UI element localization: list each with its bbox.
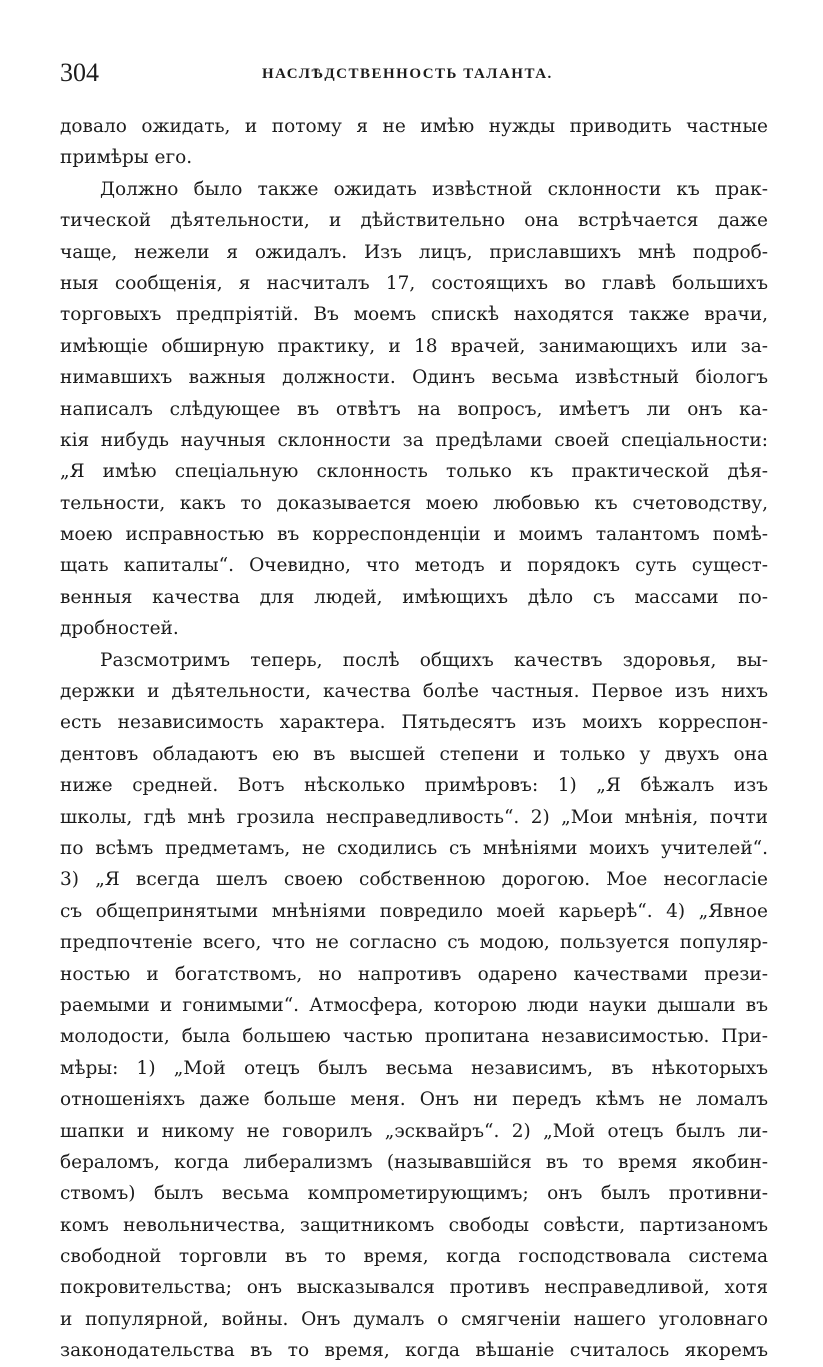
body-text [60, 111, 768, 1367]
text-line: и популярной, войны. Онъ думалъ о смягченіи нашего уголовнаго [60, 1308, 768, 1330]
text-line: торговыхъ предпріятій. Въ моемъ спискѣ находятся также врачи, [60, 304, 768, 326]
text-line: бераломъ, когда либерализмъ (называвшійся въ то время якобин- [60, 1151, 768, 1173]
text-line: кія нибудь научныя склонности за предѣлами своей спеціальности: [60, 429, 768, 451]
text-line: шапки и никому не говорилъ „эсквайръ“. 2) „Мой отецъ былъ ли- [60, 1120, 768, 1142]
text-line: чаще, нежели я ожидалъ. Изъ лицъ, приславшихъ мнѣ подроб- [60, 241, 768, 263]
page-header [60, 58, 768, 88]
text-line: отношеніяхъ даже больше меня. Онъ ни передъ кѣмъ не ломалъ [60, 1089, 768, 1111]
text-line: тельности, какъ то доказывается моею любовью къ счетоводству, [60, 492, 768, 514]
text-line: законодательства въ то время, когда вѣшаніе считалось якоремъ [60, 1340, 768, 1362]
text-line: написалъ слѣдующее въ отвѣтъ на вопросъ, имѣетъ ли онъ ка- [60, 398, 768, 420]
text-line: венныя качества для людей, имѣющихъ дѣло съ массами по- [60, 586, 768, 608]
text-line: Должно было также ожидать извѣстной склонности къ прак- [100, 178, 768, 200]
text-line: ствомъ) былъ весьма компрометирующимъ; онъ былъ противни- [60, 1183, 768, 1205]
text-line: щать капиталы“. Очевидно, что методъ и порядокъ суть сущест- [60, 555, 768, 577]
text-line: имѣющіе обширную практику, и 18 врачей, занимающихъ или за- [60, 335, 768, 357]
text-line: Разсмотримъ теперь, послѣ общихъ качествъ здоровья, вы- [100, 649, 768, 671]
text-line: раемыми и гонимыми“. Атмосфера, которою люди науки дышали въ [60, 994, 768, 1016]
text-line: молодости, была большею частью пропитана независимостью. При- [60, 1026, 768, 1048]
text-line: ныя сообщенія, я насчиталъ 17, состоящихъ во главѣ большихъ [60, 272, 768, 294]
text-line: держки и дѣятельности, качества болѣе частныя. Первое изъ нихъ [60, 681, 768, 703]
text-line: ниже средней. Вотъ нѣсколько примѣровъ: 1) „Я бѣжалъ изъ [60, 775, 768, 797]
text-line: примѣры его. [60, 147, 193, 169]
text-line: школы, гдѣ мнѣ грозила несправедливость“. 2) „Мои мнѣнія, почти [60, 806, 768, 828]
page-number: 304 [60, 58, 99, 87]
text-line: моею исправностью въ корреспонденціи и моимъ талантомъ помѣ- [60, 524, 768, 546]
running-title: НАСЛѢДСТВЕННОСТЬ ТАЛАНТА. [262, 66, 553, 82]
text-line: есть независимость характера. Пятьдесятъ изъ моихъ корреспон- [60, 712, 768, 734]
text-line: довало ожидать, и потому я не имѣю нужды приводить частные [60, 116, 768, 137]
text-line: дробностей. [60, 618, 179, 640]
text-line: 3) „Я всегда шелъ своею собственною дорогою. Мое несогласіе [60, 869, 768, 891]
text-line: нимавшихъ важныя должности. Одинъ весьма извѣстный біологъ [60, 367, 768, 389]
text-line: „Я имѣю спеціальную склонность только къ практической дѣя- [60, 461, 768, 483]
text-line: по всѣмъ предметамъ, не сходились съ мнѣніями моихъ учителей“. [60, 837, 768, 859]
text-line: комъ невольничества, защитникомъ свободы совѣсти, партизаномъ [60, 1214, 768, 1236]
text-line: дентовъ обладаютъ ею въ высшей степени и только у двухъ она [60, 743, 768, 765]
text-line: мѣры: 1) „Мой отецъ былъ весьма независимъ, въ нѣкоторыхъ [60, 1057, 768, 1079]
text-line: съ общепринятыми мнѣніями повредило моей карьерѣ“. 4) „Явное [60, 900, 768, 922]
text-line: ностью и богатствомъ, но напротивъ одарено качествами прези- [60, 963, 768, 985]
text-line: свободной торговли въ то время, когда господствовала система [60, 1246, 768, 1268]
text-line: покровительства; онъ высказывался противъ несправедливой, хотя [60, 1277, 768, 1299]
text-line: предпочтеніе всего, что не согласно съ модою, пользуется популяр- [60, 932, 768, 954]
text-line: тической дѣятельности, и дѣйствительно она встрѣчается даже [60, 210, 768, 232]
